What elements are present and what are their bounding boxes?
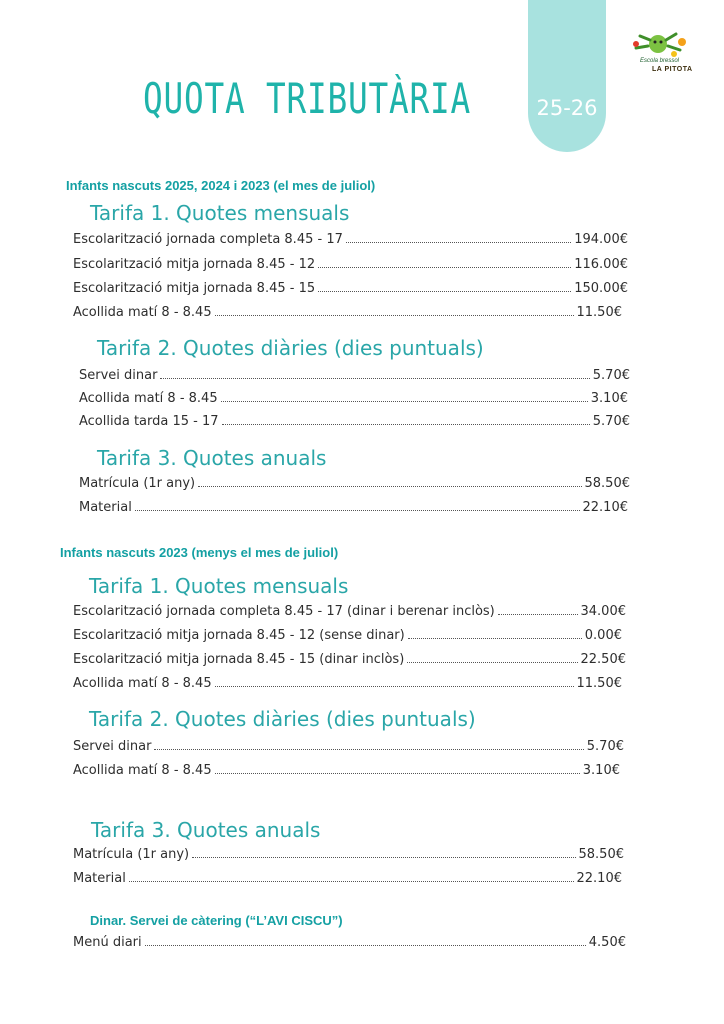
- row-label: Acollida matí 8 - 8.45: [73, 676, 212, 691]
- price-row: [73, 232, 628, 247]
- row-price: 34.00€: [580, 604, 626, 619]
- year-tab: [528, 0, 606, 152]
- price-row: [73, 628, 622, 643]
- page-title: QUOTA TRIBUTÀRIA: [143, 74, 472, 123]
- section-1-tariff-3-title: Tarifa 3. Quotes anuals: [97, 446, 327, 470]
- section-2-heading: Infants nascuts 2023 (menys el mes de juliol): [60, 545, 339, 560]
- row-label: Acollida matí 8 - 8.45: [73, 763, 212, 778]
- section-2-tariff-2-title: Tarifa 2. Quotes diàries (dies puntuals): [89, 707, 476, 731]
- price-row: [79, 476, 630, 491]
- section-1-tariff-2-title: Tarifa 2. Quotes diàries (dies puntuals): [97, 336, 484, 360]
- price-row: [73, 763, 620, 778]
- row-price: 4.50€: [588, 935, 626, 950]
- year-badge: 25-26: [536, 96, 598, 120]
- section-2-tariff-1-title: Tarifa 1. Quotes mensuals: [89, 574, 349, 598]
- section-1-tariff-1-title: Tarifa 1. Quotes mensuals: [90, 201, 350, 225]
- price-row: [79, 368, 630, 383]
- price-row: [73, 281, 628, 296]
- row-price: 116.00€: [574, 257, 628, 272]
- row-label: Escolarització mitja jornada 8.45 - 12 (sense dinar): [73, 628, 405, 643]
- price-row: [73, 739, 624, 754]
- row-price: 58.50€: [578, 847, 624, 862]
- row-price: 194.00€: [574, 232, 628, 247]
- price-row: [73, 847, 624, 862]
- section-2-tariff-3-title: Tarifa 3. Quotes anuals: [91, 818, 321, 842]
- price-row: [79, 414, 630, 429]
- row-price: 11.50€: [576, 305, 622, 320]
- row-label: Escolarització mitja jornada 8.45 - 15 (dinar inclòs): [73, 652, 405, 667]
- section-1-heading: Infants nascuts 2025, 2024 i 2023 (el mes de juliol): [66, 178, 376, 193]
- row-label: Acollida tarda 15 - 17: [79, 414, 219, 429]
- row-price: 5.70€: [592, 414, 630, 429]
- logo-line-2: LA PITOTA: [652, 66, 693, 73]
- price-row: [73, 652, 626, 667]
- row-label: Servei dinar: [79, 368, 158, 383]
- row-price: 3.10€: [582, 763, 620, 778]
- catering-heading: Dinar. Servei de càtering (“L’AVI CISCU”): [90, 913, 343, 928]
- row-label: Escolarització mitja jornada 8.45 - 12: [73, 257, 316, 272]
- price-row: [73, 676, 622, 691]
- row-price: 22.50€: [580, 652, 626, 667]
- row-label: Material: [73, 871, 126, 886]
- row-label: Escolarització jornada completa 8.45 - 17: [73, 232, 343, 247]
- price-row: [73, 871, 622, 886]
- row-price: 11.50€: [576, 676, 622, 691]
- row-price: 22.10€: [576, 871, 622, 886]
- row-price: 22.10€: [582, 500, 628, 515]
- row-label: Matrícula (1r any): [79, 476, 196, 491]
- row-price: 5.70€: [592, 368, 630, 383]
- row-price: 3.10€: [590, 391, 628, 406]
- logo-line-1: Escola bressol: [640, 58, 680, 64]
- price-row: [79, 391, 628, 406]
- row-price: 150.00€: [574, 281, 628, 296]
- price-row: [73, 305, 622, 320]
- row-price: 0.00€: [584, 628, 622, 643]
- price-row: [73, 604, 626, 619]
- row-label: Menú diari: [73, 935, 142, 950]
- price-row: [73, 935, 626, 950]
- price-row: [73, 257, 628, 272]
- row-label: Material: [79, 500, 132, 515]
- row-price: 58.50€: [584, 476, 630, 491]
- price-row: [79, 500, 628, 515]
- row-label: Acollida matí 8 - 8.45: [79, 391, 218, 406]
- row-label: Acollida matí 8 - 8.45: [73, 305, 212, 320]
- row-label: Servei dinar: [73, 739, 152, 754]
- row-label: Matrícula (1r any): [73, 847, 190, 862]
- row-label: Escolarització mitja jornada 8.45 - 15: [73, 281, 316, 296]
- row-price: 5.70€: [586, 739, 624, 754]
- row-label: Escolarització jornada completa 8.45 - 17 (dinar i berenar inclòs): [73, 604, 495, 619]
